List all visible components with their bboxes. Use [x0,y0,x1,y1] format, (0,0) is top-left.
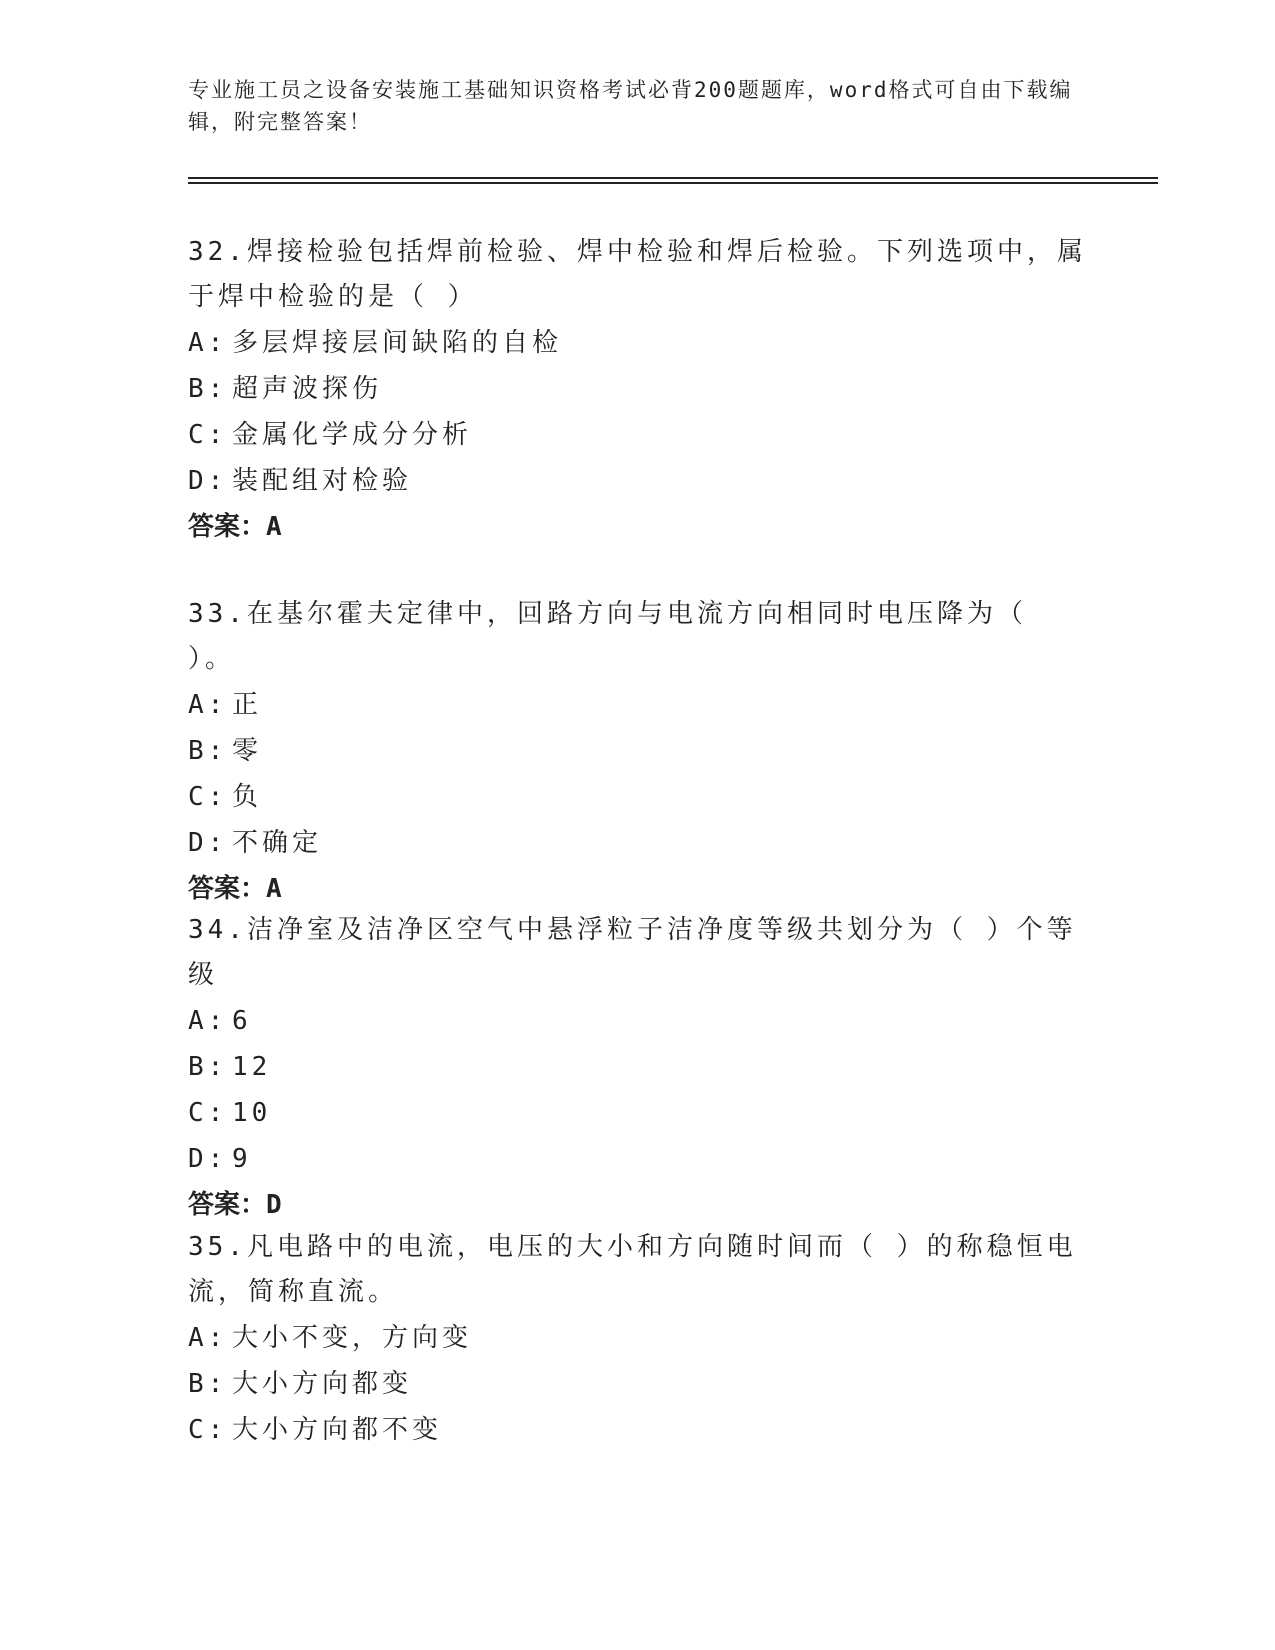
question-stem: 32.焊接检验包括焊前检验、焊中检验和焊后检验。下列选项中，属于焊中检验的是（ ） [188,237,1087,312]
option-c [188,1407,1088,1453]
header-divider-top [188,177,1158,179]
option-a [188,998,1088,1044]
option-text: 大小方向都不变 [232,1415,443,1445]
option-text: 零 [232,736,263,766]
option-key: B: [188,736,228,766]
option-c [188,412,1088,458]
option-a [188,682,1088,728]
answer-label: 答案：D [188,1190,282,1220]
option-key: B: [188,1052,228,1082]
option-text: 不确定 [232,828,323,858]
option-b [188,1361,1088,1407]
option-key: A: [188,328,228,358]
option-b [188,366,1088,412]
option-a [188,1315,1088,1361]
option-key: D: [188,1144,228,1174]
answer-label: 答案：A [188,874,282,904]
option-text: 12 [232,1052,272,1082]
option-text: 正 [232,690,263,720]
option-text: 大小方向都变 [232,1369,413,1399]
question-stem: 33.在基尔霍夫定律中，回路方向与电流方向相同时电压降为（ ）。 [188,599,1027,674]
option-d [188,1136,1088,1182]
option-text: 装配组对检验 [232,466,413,496]
option-key: C: [188,1098,228,1128]
question-32 [188,230,1088,550]
question-stem: 34.洁净室及洁净区空气中悬浮粒子洁净度等级共划分为（ ）个等级 [188,915,1077,990]
option-key: A: [188,1006,228,1036]
question-34 [188,908,1088,1228]
option-text: 9 [232,1144,252,1174]
option-key: B: [188,1369,228,1399]
option-key: C: [188,420,228,450]
option-b [188,1044,1088,1090]
option-key: A: [188,1323,228,1353]
option-key: A: [188,690,228,720]
question-stem: 35.凡电路中的电流，电压的大小和方向随时间而（ ）的称稳恒电流，简称直流。 [188,1232,1077,1307]
question-33 [188,592,1088,912]
option-d [188,820,1088,866]
option-key: B: [188,374,228,404]
option-text: 大小不变，方向变 [232,1323,473,1353]
option-key: C: [188,1415,228,1445]
header-divider-bottom [188,182,1158,184]
option-key: C: [188,782,228,812]
option-text: 超声波探伤 [232,374,383,404]
document-header: 专业施工员之设备安装施工基础知识资格考试必背200题题库，word格式可自由下载编辑，附完整答案！ [188,78,1073,134]
answer-label: 答案：A [188,512,282,542]
option-text: 6 [232,1006,252,1036]
option-c [188,1090,1088,1136]
option-key: D: [188,466,228,496]
question-35 [188,1225,1088,1453]
option-key: D: [188,828,228,858]
option-text: 负 [232,782,263,812]
option-b [188,728,1088,774]
option-c [188,774,1088,820]
option-a [188,320,1088,366]
option-text: 多层焊接层间缺陷的自检 [232,328,563,358]
option-text: 金属化学成分分析 [232,420,473,450]
option-text: 10 [232,1098,272,1128]
option-d [188,458,1088,504]
